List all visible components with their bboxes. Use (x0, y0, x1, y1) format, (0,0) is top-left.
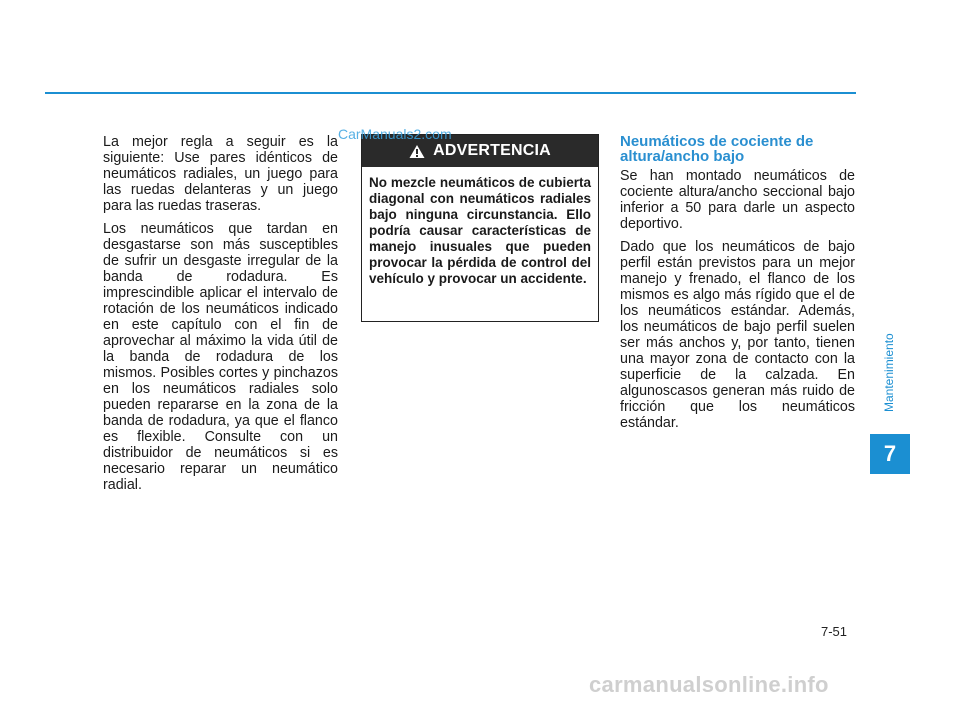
warning-text: No mezcle neumáticos de cubierta diagonal con neumáticos radiales bajo ninguna circunstancia. Ello podría causar características de manejo inusuales que pueden provocar la pérdida de control del vehículo y provocar un accidente. (369, 175, 591, 286)
top-rule (45, 92, 856, 94)
chapter-number: 7 (883, 441, 897, 466)
section-title: Neumáticos de cociente de altura/ancho bajo (620, 133, 814, 165)
right-column (620, 134, 855, 438)
left-paragraph-1: La mejor regla a seguir es la siguiente: Use pares idénticos de neumáticos radiales, un juego para las ruedas delanteras y un juego para las ruedas traseras. (103, 134, 338, 214)
chapter-tab (870, 434, 910, 474)
right-paragraph-1: Se han montado neumáticos de cociente altura/ancho seccional bajo inferior a 50 para darle un aspecto deportivo. (620, 168, 855, 232)
watermark-top: CarManuals2.com (338, 126, 452, 142)
warning-title: ADVERTENCIA (433, 142, 551, 159)
left-paragraph-2: Los neumáticos que tardan en desgastarse son más susceptibles de sufrir un desgaste irregular de la banda de rodadura. Es imprescindible aplicar el intervalo de rotación de los neumáticos indicado en este capítulo con el fin de aprovechar al máximo la vida útil de la banda de rodadura de los mismos. Posibles cortes y pinchazos en los neumáticos radiales solo pueden repararse en la zona de la banda de rodadura, ya que el flanco es flexible. Consulte con un distribuidor de neumáticos si es necesario reparar un neumático radial. (103, 221, 338, 493)
warning-box (361, 134, 599, 322)
watermark-bottom: carmanualsonline.info (589, 672, 829, 697)
chapter-label: Mantenimiento (882, 333, 896, 412)
left-column (103, 134, 338, 500)
page-number: 7-51 (821, 624, 848, 639)
right-paragraph-2: Dado que los neumáticos de bajo perfil están previstos para un mejor manejo y frenado, el flanco de los mismos es algo más rígido que el de los neumáticos estándar. Además, los neumáticos de bajo perfil suelen ser más anchos y, por tanto, tienen una mayor zona de contacto con la superficie de la calzada. En algunoscasos generan más ruido de fricción que los neumáticos estándar. (620, 239, 855, 431)
warning-triangle-icon (409, 144, 425, 159)
